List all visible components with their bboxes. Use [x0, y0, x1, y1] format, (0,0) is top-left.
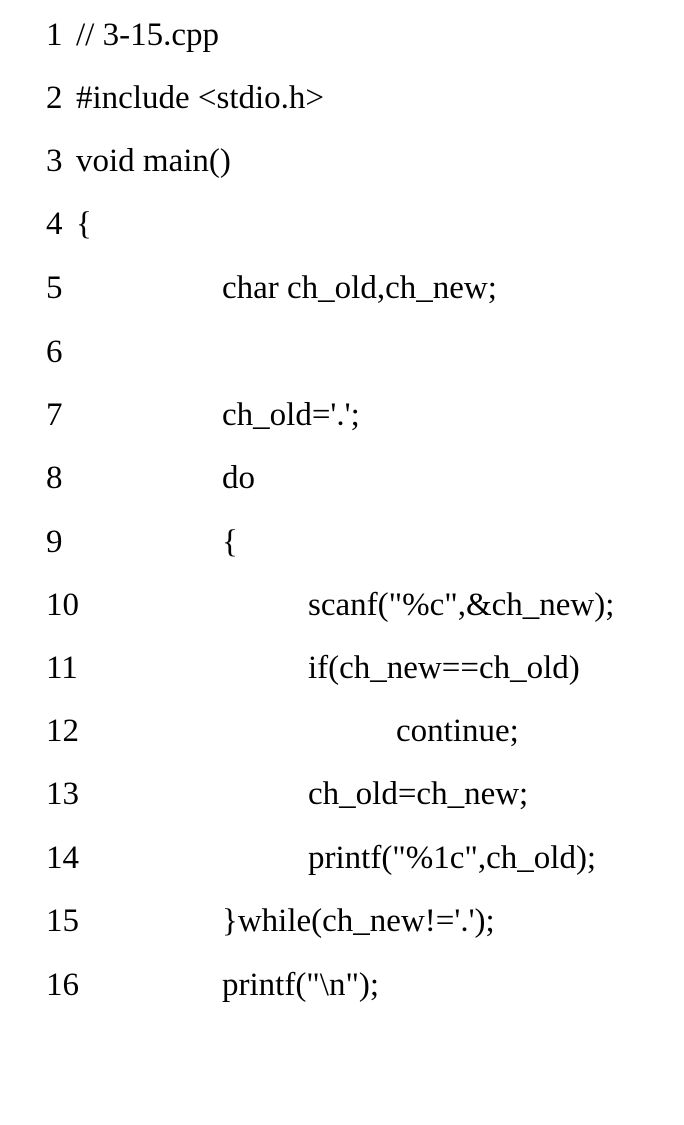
code-line-8: [0, 458, 684, 498]
line-text: printf("\n");: [222, 967, 380, 1003]
line-number: 14: [46, 840, 79, 876]
line-text: if(ch_new==ch_old): [308, 650, 580, 686]
line-number: 8: [46, 460, 63, 496]
line-number: 1: [46, 17, 63, 53]
line-number: 12: [46, 713, 79, 749]
line-number: 5: [46, 270, 63, 306]
line-text: printf("%1c",ch_old);: [308, 840, 597, 876]
code-line-4: [0, 204, 684, 244]
line-text: char ch_old,ch_new;: [222, 270, 497, 306]
code-line-3: [0, 141, 684, 181]
line-number: 7: [46, 397, 63, 433]
code-line-15: [0, 901, 684, 941]
line-text: scanf("%c",&ch_new);: [308, 587, 615, 623]
line-number: 10: [46, 587, 79, 623]
code-line-16: [0, 965, 684, 1005]
code-line-13: [0, 774, 684, 814]
line-number: 11: [46, 650, 78, 686]
code-line-1: [0, 15, 684, 55]
line-number: 6: [46, 334, 63, 370]
code-line-12: [0, 711, 684, 751]
line-text: {: [222, 524, 238, 560]
line-number: 15: [46, 903, 79, 939]
code-line-5: [0, 268, 684, 308]
code-line-2: [0, 78, 684, 118]
line-text: // 3-15.cpp: [76, 17, 219, 53]
line-text: ch_old='.';: [222, 397, 360, 433]
line-text: }while(ch_new!='.');: [222, 903, 495, 939]
line-number: 16: [46, 967, 79, 1003]
code-line-10: [0, 585, 684, 625]
line-number: 9: [46, 524, 63, 560]
code-line-11: [0, 648, 684, 688]
line-text: {: [76, 206, 92, 242]
line-number: 3: [46, 143, 63, 179]
line-text: ch_old=ch_new;: [308, 776, 529, 812]
line-text: do: [222, 460, 255, 496]
line-text: void main(): [76, 143, 231, 179]
line-number: 2: [46, 80, 63, 116]
code-line-14: [0, 838, 684, 878]
code-line-7: [0, 395, 684, 435]
line-number: 13: [46, 776, 79, 812]
code-line-9: [0, 522, 684, 562]
line-text: #include <stdio.h>: [76, 80, 325, 116]
code-line-6: [0, 332, 684, 372]
line-number: 4: [46, 206, 63, 242]
line-text: continue;: [396, 713, 519, 749]
